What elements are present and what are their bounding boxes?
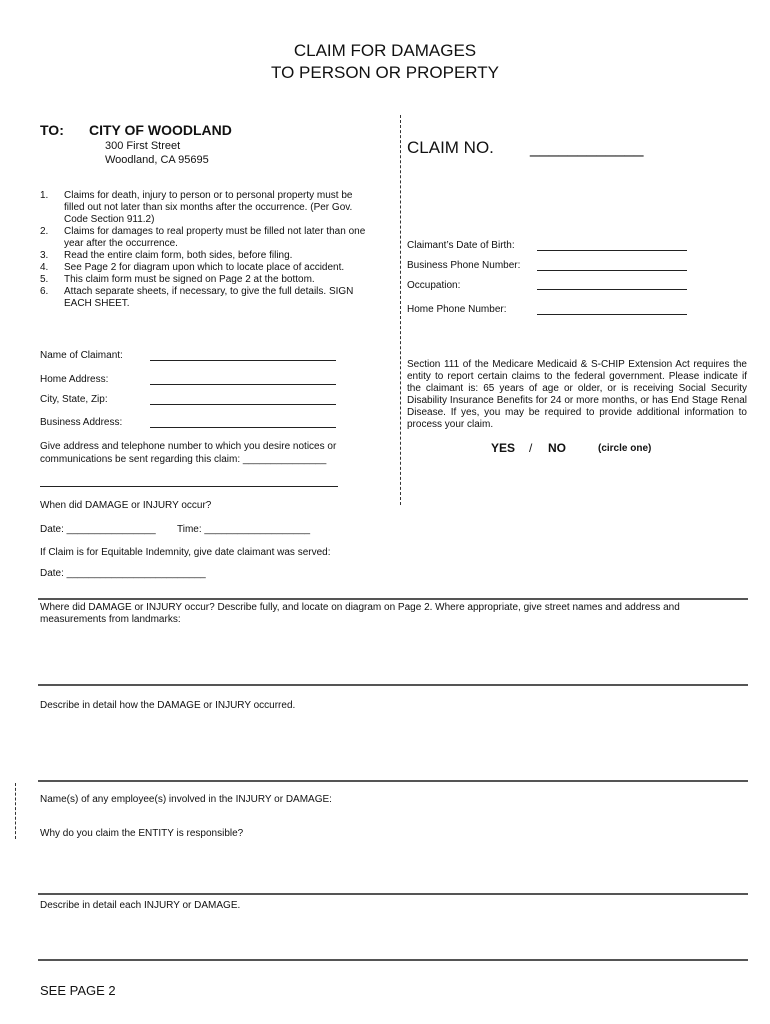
occupation-label: Occupation: xyxy=(407,280,461,291)
entity-responsible-label: Why do you claim the ENTITY is responsible? xyxy=(40,828,244,839)
margin-mark xyxy=(15,783,16,839)
no-option[interactable]: NO xyxy=(548,441,566,455)
city-state-zip-field[interactable] xyxy=(150,404,336,405)
employees-involved-label: Name(s) of any employee(s) involved in the INJURY or DAMAGE: xyxy=(40,794,332,805)
claimant-name-label: Name of Claimant: xyxy=(40,350,123,361)
when-occur-label: When did DAMAGE or INJURY occur? xyxy=(40,500,212,511)
form-title-line2: TO PERSON OR PROPERTY xyxy=(271,63,499,82)
instruction-number: 5. xyxy=(40,274,49,285)
column-divider xyxy=(400,115,401,505)
entity-name: CITY OF WOODLAND xyxy=(89,122,232,138)
served-date-field[interactable]: Date: _________________________ xyxy=(40,568,206,579)
each-injury-label: Describe in detail each INJURY or DAMAGE. xyxy=(40,900,241,911)
claim-no-label: CLAIM NO. xyxy=(407,138,494,157)
where-occur-label-line1: Where did DAMAGE or INJURY occur? Describe fully, and locate on diagram on Page 2. Where appropriate, give street names and address and xyxy=(40,602,680,613)
instruction-item xyxy=(40,250,370,262)
instruction-number: 6. xyxy=(40,286,49,297)
section-divider xyxy=(38,598,748,600)
home-phone-label: Home Phone Number: xyxy=(407,304,507,315)
home-phone-field[interactable] xyxy=(537,314,687,315)
instruction-text: Read the entire claim form, both sides, before filing. xyxy=(64,250,293,261)
business-address-field[interactable] xyxy=(150,427,336,428)
claimant-name-field[interactable] xyxy=(150,360,336,361)
see-page-2: SEE PAGE 2 xyxy=(40,983,116,998)
instruction-item xyxy=(40,274,370,286)
where-occur-label-line2: measurements from landmarks: xyxy=(40,614,181,625)
to-label: TO: xyxy=(40,122,64,138)
instruction-text: See Page 2 for diagram upon which to locate place of accident. xyxy=(64,262,345,273)
instruction-item xyxy=(40,226,370,250)
entity-city: Woodland, CA 95695 xyxy=(105,154,209,166)
instruction-number: 1. xyxy=(40,190,49,201)
how-occurred-label: Describe in detail how the DAMAGE or INJURY occurred. xyxy=(40,700,296,711)
form-title-line1: CLAIM FOR DAMAGES xyxy=(293,41,477,60)
claim-no-blank[interactable]: ____________ xyxy=(530,138,644,157)
instruction-text: This claim form must be signed on Page 2 at the bottom. xyxy=(64,274,315,285)
instruction-text: Claims for damages to real property must be filled not later than one year after the occurrence. xyxy=(64,226,366,249)
instructions-list xyxy=(40,190,370,310)
section-divider xyxy=(38,780,748,782)
yes-no-separator: / xyxy=(529,441,533,455)
instruction-number: 4. xyxy=(40,262,49,273)
city-state-zip-label: City, State, Zip: xyxy=(40,394,108,405)
equitable-indemnity-label: If Claim is for Equitable Indemnity, give date claimant was served: xyxy=(40,547,331,558)
home-address-label: Home Address: xyxy=(40,374,109,385)
occur-date-field[interactable]: Date: ________________ xyxy=(40,524,156,535)
yes-option[interactable]: YES xyxy=(491,441,516,455)
circle-one-note: (circle one) xyxy=(598,443,652,454)
instruction-item xyxy=(40,262,370,274)
home-address-field[interactable] xyxy=(150,384,336,385)
notices-address-field[interactable] xyxy=(40,486,338,487)
instruction-number: 2. xyxy=(40,226,49,237)
instruction-item xyxy=(40,190,370,226)
instruction-text: Claims for death, injury to person or to personal property must be filled out not later than six months after the occurrence. (Per Gov. Code Section 911.2) xyxy=(64,190,353,225)
business-address-label: Business Address: xyxy=(40,417,123,428)
occupation-field[interactable] xyxy=(537,289,687,290)
section-divider xyxy=(38,893,748,895)
notices-text-line2: communications be sent regarding this claim: _______________ xyxy=(40,454,327,465)
dob-label: Claimant’s Date of Birth: xyxy=(407,240,515,251)
medicare-notice: Section 111 of the Medicare Medicaid & S-CHIP Extension Act requires the entity to report certain claims to the federal government. Please indicate if the claimant is: 65 years of age or older, or is receiving Social Security Disability Insurance Benefits for 24 or more months, or has End Stage Renal Disease. If yes, you may be required to provide additional information to process your claim. xyxy=(407,359,747,430)
business-phone-label: Business Phone Number: xyxy=(407,260,521,271)
entity-street: 300 First Street xyxy=(105,140,181,152)
instruction-text: Attach separate sheets, if necessary, to give the full details. SIGN EACH SHEET. xyxy=(64,286,354,309)
instruction-number: 3. xyxy=(40,250,49,261)
section-divider xyxy=(38,684,748,686)
occur-time-field[interactable]: Time: ___________________ xyxy=(177,524,311,535)
business-phone-field[interactable] xyxy=(537,270,687,271)
section-divider xyxy=(38,959,748,961)
notices-text-line1: Give address and telephone number to which you desire notices or xyxy=(40,441,337,452)
dob-field[interactable] xyxy=(537,250,687,251)
instruction-item xyxy=(40,286,370,310)
